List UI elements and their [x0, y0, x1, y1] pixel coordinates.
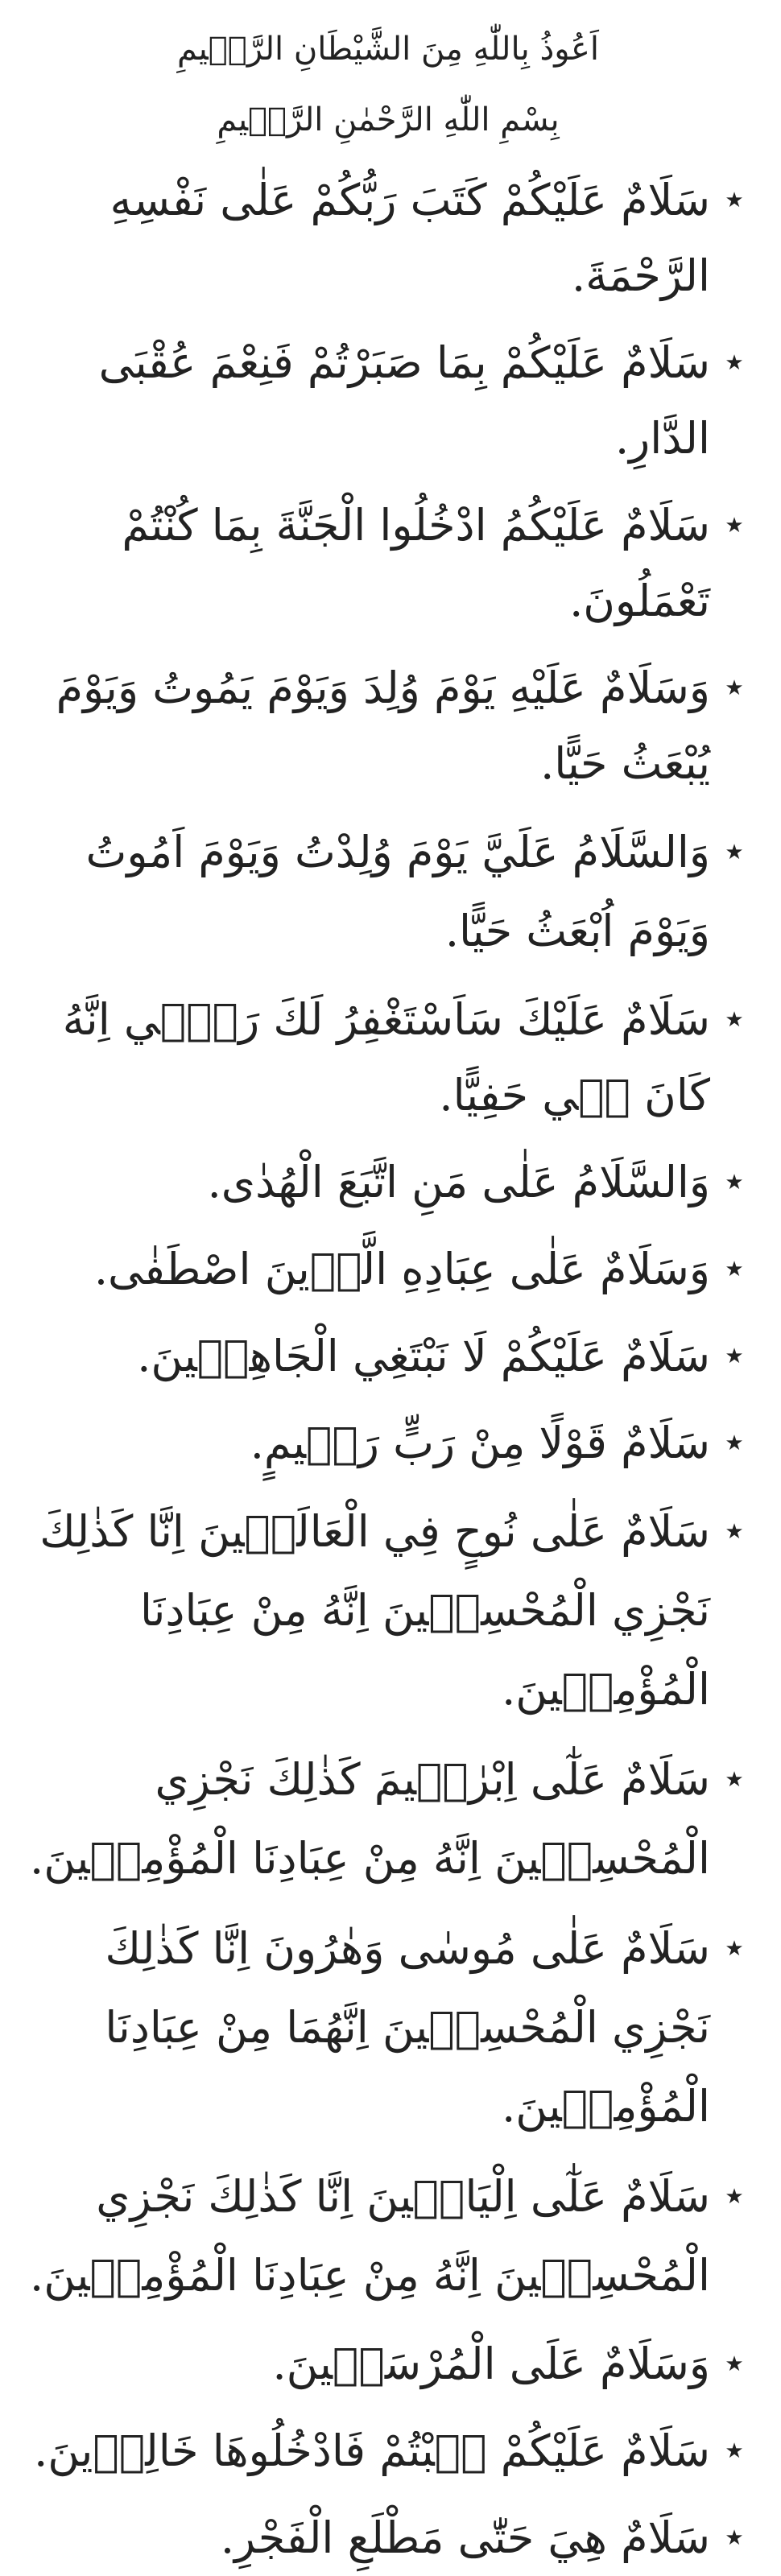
- star-bullet-icon: ★: [725, 1008, 744, 1032]
- star-bullet-icon: ★: [725, 1520, 744, 1544]
- verse-text: سَلَامٌ عَلَيْكُمْ لَا نَبْتَغِي الْجَاهِل۪ينَ.: [137, 1331, 710, 1381]
- verse-text: سَلَامٌ عَلَيْكُمْ كَتَبَ رَبُّكُمْ عَلٰى نَفْسِهِ الرَّحْمَةَ.: [110, 175, 710, 301]
- verse-item: [24, 1232, 752, 1307]
- verse-text: سَلَامٌ عَلَيْكَ سَاَسْتَغْفِرُ لَكَ رَبّ۪ي اِنَّهُ كَانَ ب۪ي حَفِيًّا.: [62, 994, 710, 1121]
- verse-item: [24, 1145, 752, 1220]
- verse-text: وَالسَّلَامُ عَلَيَّ يَوْمَ وُلِدْتُ وَيَوْمَ اَمُوتُ وَيَوْمَ اُبْعَثُ حَيًّا.: [85, 827, 710, 956]
- star-bullet-icon: ★: [725, 1937, 744, 1961]
- verse-text: وَسَلَامٌ عَلَى الْمُرْسَل۪ينَ.: [272, 2339, 710, 2389]
- verse-item: [24, 2326, 752, 2402]
- verse-text: سَلَامٌ عَلٰٓى اِلْيَاس۪ينَ اِنَّا كَذٰلِكَ نَجْزِي الْمُحْسِن۪ينَ اِنَّهُ مِنْ عِبَادِنَا الْمُؤْمِن۪ينَ.: [30, 2171, 710, 2301]
- star-bullet-icon: ★: [725, 2352, 744, 2376]
- star-bullet-icon: ★: [725, 351, 744, 375]
- star-bullet-icon: ★: [725, 1431, 744, 1455]
- verse-item: [24, 650, 752, 802]
- star-bullet-icon: ★: [725, 840, 744, 865]
- verse-item: [24, 2157, 752, 2315]
- star-bullet-icon: ★: [725, 188, 744, 213]
- verse-text: وَسَلَامٌ عَلٰى عِبَادِهِ الَّذ۪ينَ اصْطَفٰى.: [93, 1244, 710, 1294]
- verse-item: [24, 1492, 752, 1729]
- verse-text: سَلَامٌ عَلٰى نُوحٍ فِي الْعَالَم۪ينَ اِنَّا كَذٰلِكَ نَجْزِي الْمُحْسِن۪ينَ اِنَّهُ مِنْ عِبَادِنَا الْمُؤْمِن۪ينَ.: [39, 1506, 710, 1715]
- star-bullet-icon: ★: [725, 1768, 744, 1792]
- verse-item: [24, 2413, 752, 2489]
- star-bullet-icon: ★: [725, 2185, 744, 2209]
- star-bullet-icon: ★: [725, 1344, 744, 1368]
- verse-list: [24, 163, 752, 2576]
- basmala-line: بِسْمِ اللّٰهِ الرَّحْمٰنِ الرَّح۪يمِ: [217, 101, 560, 138]
- star-bullet-icon: ★: [725, 2439, 744, 2463]
- verse-item: [24, 1909, 752, 2146]
- istiadha-line: اَعُوذُ بِاللّٰهِ مِنَ الشَّيْطَانِ الرَّج۪يمِ: [177, 31, 599, 68]
- star-bullet-icon: ★: [725, 514, 744, 538]
- verse-item: [24, 813, 752, 971]
- verse-item: [24, 488, 752, 639]
- verse-item: [24, 325, 752, 477]
- verse-text: سَلَامٌ عَلٰى مُوسٰى وَهٰرُونَ اِنَّا كَذٰلِكَ نَجْزِي الْمُحْسِن۪ينَ اِنَّهُمَا مِنْ عِبَادِنَا الْمُؤْمِن۪ينَ.: [105, 1923, 710, 2132]
- verse-text: سَلَامٌ عَلٰٓى اِبْرٰه۪يمَ كَذٰلِكَ نَجْزِي الْمُحْسِن۪ينَ اِنَّهُ مِنْ عِبَادِنَا الْمُؤْمِن۪ينَ.: [30, 1754, 710, 1884]
- star-bullet-icon: ★: [725, 1170, 744, 1195]
- verse-item: [24, 1740, 752, 1898]
- verse-text: سَلَامٌ عَلَيْكُمْ ط۪بْتُمْ فَادْخُلُوهَا خَالِد۪ينَ.: [34, 2425, 710, 2476]
- verse-text: سَلَامٌ قَوْلًا مِنْ رَبٍّ رَح۪يمٍ.: [250, 1418, 710, 1468]
- verse-text: وَسَلَامٌ عَلَيْهِ يَوْمَ وُلِدَ وَيَوْمَ يَمُوتُ وَيَوْمَ يُبْعَثُ حَيًّا.: [56, 663, 710, 789]
- verse-item: [24, 163, 752, 314]
- verse-text: سَلَامٌ عَلَيْكُمُ ادْخُلُوا الْجَنَّةَ بِمَا كُنْتُمْ تَعْمَلُونَ.: [122, 500, 710, 626]
- verse-item: [24, 1319, 752, 1394]
- verse-text: سَلَامٌ هِيَ حَتّٰى مَطْلَعِ الْفَجْرِ.: [220, 2512, 710, 2563]
- verse-text: وَالسَّلَامُ عَلٰى مَنِ اتَّبَعَ الْهُدٰى.: [207, 1157, 710, 1208]
- star-bullet-icon: ★: [725, 2526, 744, 2550]
- star-bullet-icon: ★: [725, 676, 744, 700]
- verse-item: [24, 982, 752, 1133]
- verse-item: [24, 1406, 752, 1481]
- verse-item: [24, 2500, 752, 2576]
- star-bullet-icon: ★: [725, 1257, 744, 1282]
- verse-text: سَلَامٌ عَلَيْكُمْ بِمَا صَبَرْتُمْ فَنِعْمَ عُقْبَى الدَّارِ.: [98, 337, 710, 464]
